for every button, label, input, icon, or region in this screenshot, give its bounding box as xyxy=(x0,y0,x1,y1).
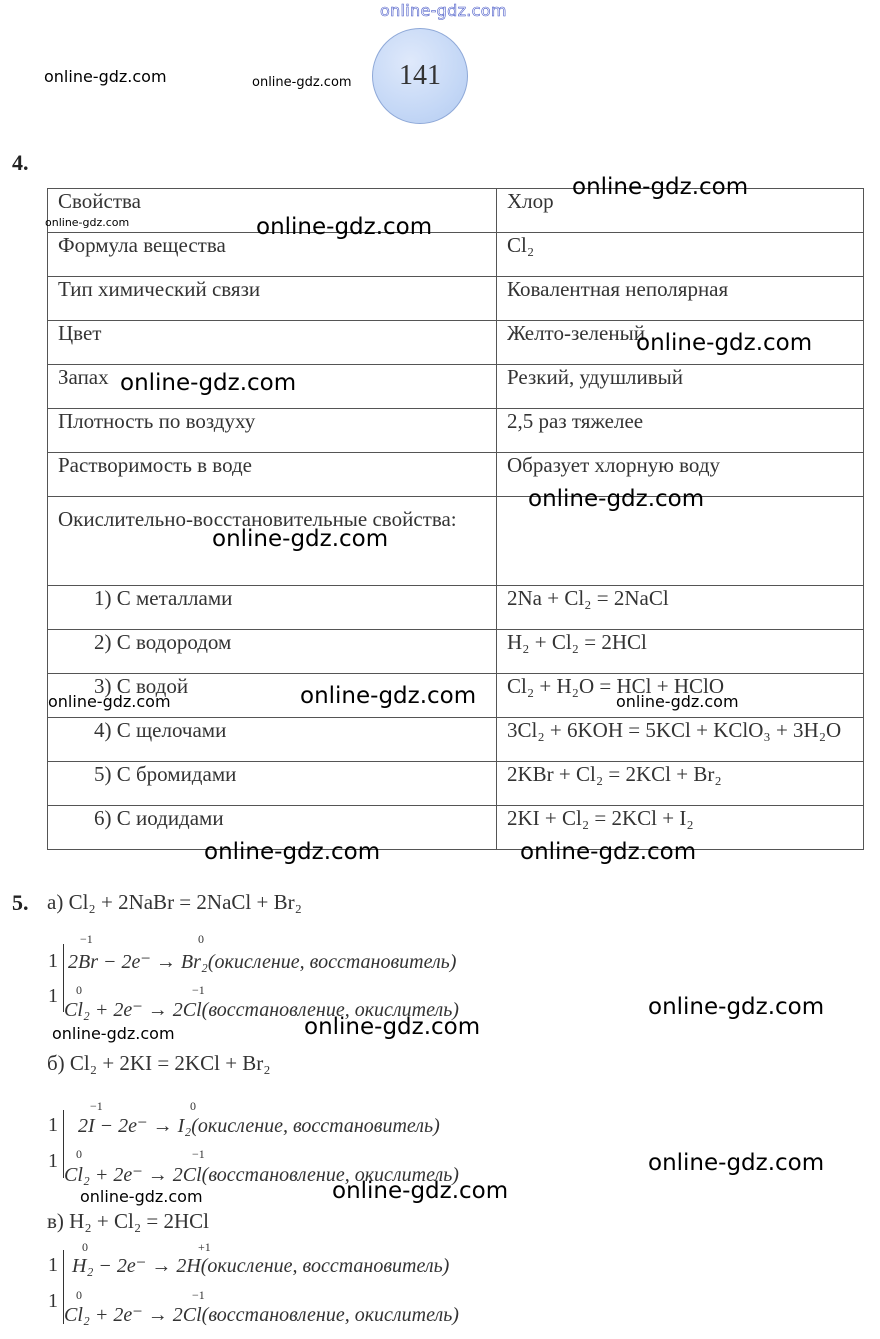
table-cell: 4) С щелочами xyxy=(48,718,497,762)
table-cell: 2) С водородом xyxy=(48,630,497,674)
table-header-cell: Хлор xyxy=(497,189,864,233)
coefficient: 1 xyxy=(48,950,58,972)
half-reaction: H₂ − 2e⁻ → 2H(окисление, восстановитель) xyxy=(72,1255,450,1277)
table-cell: Cl₂ + H₂O = HCl + HClO xyxy=(497,674,864,718)
oxidation-state: +1 xyxy=(198,1240,211,1254)
oxidation-state: 0 xyxy=(198,932,204,946)
table-cell: Формула вещества xyxy=(48,233,497,277)
table-cell: 2,5 раз тяжелее xyxy=(497,409,864,453)
equation-a: а) Cl₂ + 2NaBr = 2NaCl + Br₂ xyxy=(47,890,302,914)
table-cell: Цвет xyxy=(48,321,497,365)
oxidation-state: −1 xyxy=(192,983,205,997)
coefficient: 1 xyxy=(48,1150,58,1172)
table-row xyxy=(48,497,864,586)
chlorine-properties-table xyxy=(47,188,864,850)
oxidation-state: 0 xyxy=(190,1099,196,1113)
watermark: online-gdz.com xyxy=(256,214,433,240)
table-row xyxy=(48,233,864,277)
table-row xyxy=(48,718,864,762)
page-number-badge xyxy=(372,28,468,124)
table-cell: 2KBr + Cl₂ = 2KCl + Br₂ xyxy=(497,762,864,806)
coefficient: 1 xyxy=(48,1114,58,1136)
table-cell: Тип химический связи xyxy=(48,277,497,321)
watermark: online-gdz.com xyxy=(528,486,705,512)
watermark-header-left: online-gdz.com xyxy=(44,67,167,86)
watermark: online-gdz.com xyxy=(520,839,697,865)
table-cell: Плотность по воздуху xyxy=(48,409,497,453)
half-reaction: 2Br − 2e⁻ → Br₂(окисление, восстановитель) xyxy=(68,951,457,973)
half-reaction: Cl₂ + 2e⁻ → 2Cl(восстановление, окислитель) xyxy=(64,999,459,1021)
watermark: online-gdz.com xyxy=(300,683,477,709)
watermark: online-gdz.com xyxy=(572,174,749,200)
coefficient: 1 xyxy=(48,1254,58,1276)
table-cell: Окислительно-восстановительные свойства: xyxy=(48,497,497,586)
page-number: 141 xyxy=(399,60,441,91)
table-row xyxy=(48,277,864,321)
watermark: online-gdz.com xyxy=(120,370,297,396)
table-row xyxy=(48,806,864,850)
table-cell: Cl₂ xyxy=(497,233,864,277)
table-row xyxy=(48,762,864,806)
table-cell: 3) С водой xyxy=(48,674,497,718)
oxidation-state: 0 xyxy=(76,1288,82,1302)
oxidation-state: 0 xyxy=(82,1240,88,1254)
table-cell: H₂ + Cl₂ = 2HCl xyxy=(497,630,864,674)
table-cell: 5) С бромидами xyxy=(48,762,497,806)
table-header-cell: Свойства xyxy=(48,189,497,233)
watermark-top: online-gdz.com xyxy=(380,1,507,20)
task-4-number: 4. xyxy=(12,150,29,175)
watermark: online-gdz.com xyxy=(636,330,813,356)
task-5-number: 5. xyxy=(12,890,29,915)
watermark: online-gdz.com xyxy=(80,1187,203,1206)
half-reaction: Cl₂ + 2e⁻ → 2Cl(восстановление, окислитель) xyxy=(64,1164,459,1186)
watermark: online-gdz.com xyxy=(648,1150,825,1176)
table-row xyxy=(48,586,864,630)
table-row xyxy=(48,630,864,674)
half-reaction: Cl₂ + 2e⁻ → 2Cl(восстановление, окислитель) xyxy=(64,1304,459,1326)
half-reaction: 2I − 2e⁻ → I₂(окисление, восстановитель) xyxy=(78,1115,440,1137)
oxidation-state: −1 xyxy=(80,932,93,946)
coefficient: 1 xyxy=(48,985,58,1007)
table-cell: 6) С иодидами xyxy=(48,806,497,850)
table-cell: Запах xyxy=(48,365,497,409)
table-row xyxy=(48,409,864,453)
oxidation-state: 0 xyxy=(76,1147,82,1161)
watermark: online-gdz.com xyxy=(332,1178,509,1204)
oxidation-state: −1 xyxy=(90,1099,103,1113)
watermark: online-gdz.com xyxy=(616,692,739,711)
equation-c: в) H₂ + Cl₂ = 2HCl xyxy=(47,1209,210,1233)
watermark: online-gdz.com xyxy=(648,994,825,1020)
watermark: online-gdz.com xyxy=(212,526,389,552)
table-cell: Резкий, удушливый xyxy=(497,365,864,409)
watermark: online-gdz.com xyxy=(45,216,130,229)
table-cell: 2KI + Cl₂ = 2KCl + I₂ xyxy=(497,806,864,850)
table-cell: Желто-зеленый xyxy=(497,321,864,365)
oxidation-state: −1 xyxy=(192,1147,205,1161)
table-cell: 1) С металлами xyxy=(48,586,497,630)
equation-b: б) Cl₂ + 2KI = 2KCl + Br₂ xyxy=(47,1051,271,1075)
table-cell: 2Na + Cl₂ = 2NaCl xyxy=(497,586,864,630)
coefficient: 1 xyxy=(48,1290,58,1312)
table-row xyxy=(48,453,864,497)
watermark: online-gdz.com xyxy=(52,1024,175,1043)
watermark-header-mid: online-gdz.com xyxy=(252,75,352,90)
table-cell: Растворимость в воде xyxy=(48,453,497,497)
table-cell: Образует хлорную воду xyxy=(497,453,864,497)
table-cell: 3Cl₂ + 6KOH = 5KCl + KClO₃ + 3H₂O xyxy=(497,718,864,762)
watermark: online-gdz.com xyxy=(204,839,381,865)
watermark: online-gdz.com xyxy=(48,692,171,711)
watermark: online-gdz.com xyxy=(304,1014,481,1040)
oxidation-state: 0 xyxy=(76,983,82,997)
table-cell: Ковалентная неполярная xyxy=(497,277,864,321)
oxidation-state: −1 xyxy=(192,1288,205,1302)
